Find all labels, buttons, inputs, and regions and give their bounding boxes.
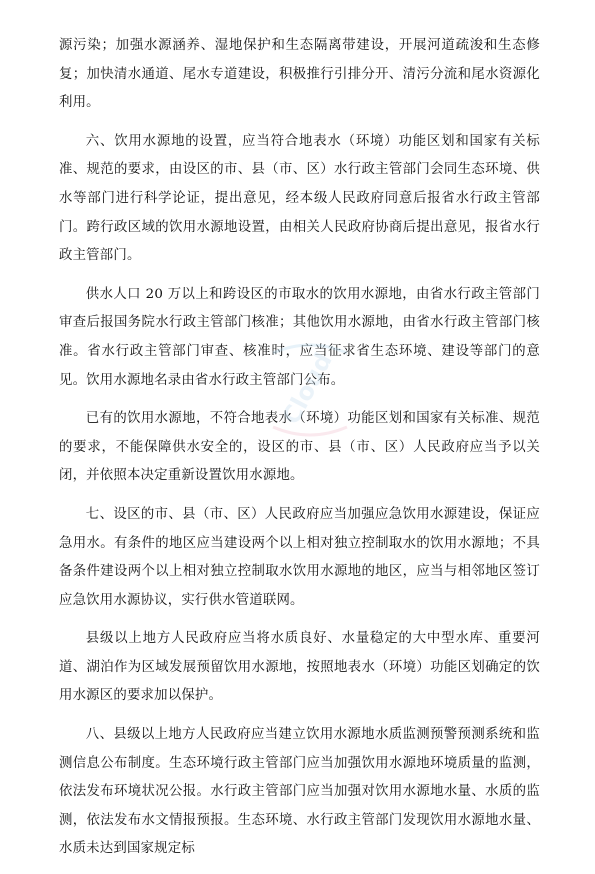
paragraph-article-8: 八、县级以上地方人民政府应当建立饮用水源地水质监测预警预测系统和监测信息公布制度。生态环境行政主管部门应当加强饮用水源地环境质量的监测，依法发布环境状况公报。水行政主管部门应当加强对饮用水源地水量、水质的监测，依法发布水文情报预报。生态环境、水行政主管部门发现饮用水源地水量、水质未达到国家规定标 <box>59 727 540 857</box>
paragraph-article-7-reserve: 县级以上地方人民政府应当将水质良好、水量稳定的大中型水库、重要河道、湖泊作为区域发展预留饮用水源地，按照地表水（环境）功能区划确定的饮用水源区的要求加以保护。 <box>59 631 540 704</box>
paragraph-article-7: 七、设区的市、县（市、区）人民政府应当加强应急饮用水源建设，保证应急用水。有条件的地区应当建设两个以上相对独立控制取水的饮用水源地；不具备条件建设两个以上相对独立控制取水饮用水源地的地区，应当与相邻地区签订应急饮用水源协议，实行供水管道联网。 <box>59 506 540 608</box>
paragraph-article-6: 六、饮用水源地的设置，应当符合地表水（环境）功能区划和国家有关标准、规范的要求，由设区的市、县（市、区）水行政主管部门会同生态环境、供水等部门进行科学论证，提出意见，经本级人民政府同意后报省水行政主管部门。跨行政区域的饮用水源地设置，由相关人民政府协商后提出意见，报省水行政主管部门。 <box>59 133 540 264</box>
document-body <box>59 32 540 874</box>
paragraph-article-6-approval: 供水人口 20 万以上和跨设区的市取水的饮用水源地，由省水行政主管部门审查后报国务院水行政主管部门核准；其他饮用水源地，由省水行政主管部门核准。省水行政主管部门审查、核准时，应当征求省生态环境、建设等部门的意见。饮用水源地名录由省水行政主管部门公布。 <box>59 286 540 388</box>
paragraph-continued: 源污染；加强水源涵养、湿地保护和生态隔离带建设，开展河道疏浚和生态修复；加快清水通道、尾水专道建设，积极推行引排分开、清污分流和尾水资源化利用。 <box>59 38 540 111</box>
watermark-text: Cloud <box>277 348 338 429</box>
paragraph-article-6-closure: 已有的饮用水源地，不符合地表水（环境）功能区划和国家有关标准、规范的要求，不能保障供水安全的，设区的市、县（市、区）人民政府应当予以关闭，并依照本决定重新设置饮用水源地。 <box>59 411 540 484</box>
